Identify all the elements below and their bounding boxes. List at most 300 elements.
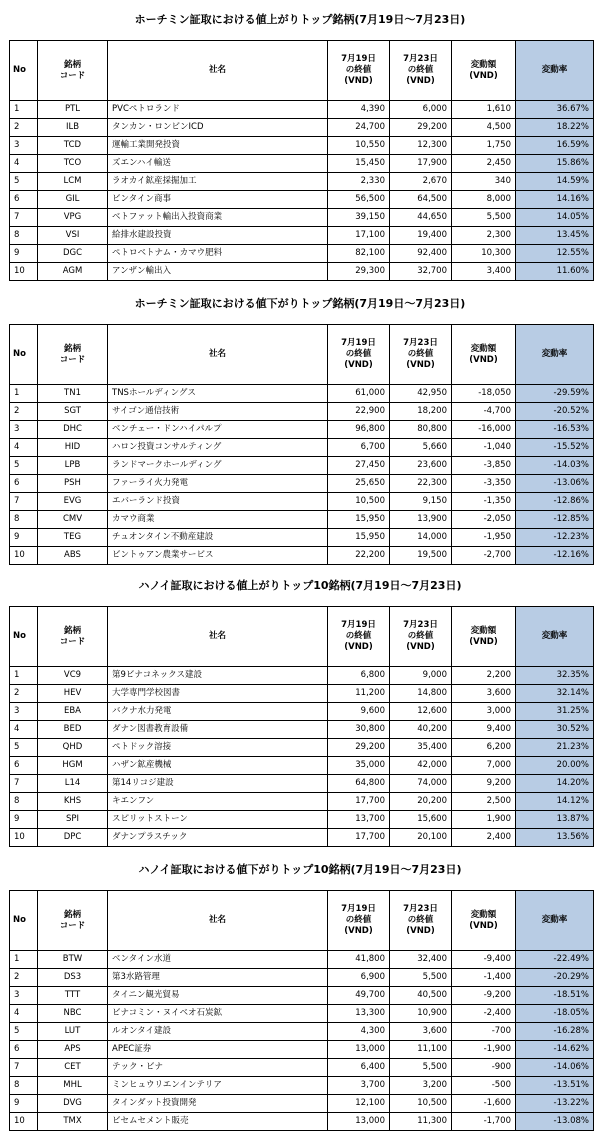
- cell-diff: -1,040: [452, 439, 516, 457]
- cell-rate: 31.25%: [516, 703, 594, 721]
- cell-no: 5: [10, 1023, 38, 1041]
- cell-diff: 5,500: [452, 209, 516, 227]
- column-header-name: 社名: [108, 41, 328, 101]
- cell-code: APS: [38, 1041, 108, 1059]
- cell-name: ベンタイン水道: [108, 951, 328, 969]
- column-header-curr: 7月23日 の終値 (VND): [390, 607, 452, 667]
- cell-diff: 3,400: [452, 263, 516, 281]
- cell-code: EVG: [38, 493, 108, 511]
- cell-name: ベンチェー・ドンハイパルプ: [108, 421, 328, 439]
- cell-rate: -18.05%: [516, 1005, 594, 1023]
- column-header-no: No: [10, 325, 38, 385]
- cell-diff: -1,950: [452, 529, 516, 547]
- cell-no: 8: [10, 511, 38, 529]
- table-row: [10, 1041, 594, 1059]
- cell-diff: -1,700: [452, 1113, 516, 1131]
- cell-curr: 42,950: [390, 385, 452, 403]
- cell-diff: -3,850: [452, 457, 516, 475]
- cell-rate: -12.85%: [516, 511, 594, 529]
- ranking-section: [0, 296, 600, 560]
- cell-name: 運輸工業開発投資: [108, 137, 328, 155]
- ranking-section: [0, 862, 600, 1126]
- cell-no: 3: [10, 703, 38, 721]
- cell-code: HGM: [38, 757, 108, 775]
- cell-name: チュオンタイン不動産建設: [108, 529, 328, 547]
- table-row: [10, 137, 594, 155]
- cell-rate: -14.03%: [516, 457, 594, 475]
- cell-curr: 40,200: [390, 721, 452, 739]
- cell-prev: 96,800: [328, 421, 390, 439]
- cell-code: DHC: [38, 421, 108, 439]
- cell-diff: 1,750: [452, 137, 516, 155]
- cell-code: TEG: [38, 529, 108, 547]
- cell-curr: 14,800: [390, 685, 452, 703]
- cell-name: キエンフン: [108, 793, 328, 811]
- table-row: [10, 685, 594, 703]
- cell-no: 8: [10, 1077, 38, 1095]
- cell-no: 10: [10, 263, 38, 281]
- cell-curr: 11,100: [390, 1041, 452, 1059]
- cell-name: 給排水建設投資: [108, 227, 328, 245]
- cell-no: 2: [10, 685, 38, 703]
- cell-prev: 25,650: [328, 475, 390, 493]
- cell-name: PVCペトロランド: [108, 101, 328, 119]
- cell-curr: 6,000: [390, 101, 452, 119]
- cell-rate: -13.51%: [516, 1077, 594, 1095]
- cell-no: 7: [10, 493, 38, 511]
- cell-curr: 20,100: [390, 829, 452, 847]
- cell-curr: 80,800: [390, 421, 452, 439]
- cell-rate: -22.49%: [516, 951, 594, 969]
- cell-name: ランドマークホールディング: [108, 457, 328, 475]
- cell-name: アンザン輸出入: [108, 263, 328, 281]
- cell-diff: 8,000: [452, 191, 516, 209]
- cell-prev: 15,950: [328, 529, 390, 547]
- cell-prev: 41,800: [328, 951, 390, 969]
- cell-code: TN1: [38, 385, 108, 403]
- cell-code: LUT: [38, 1023, 108, 1041]
- cell-name: ダナンプラスチック: [108, 829, 328, 847]
- cell-prev: 11,200: [328, 685, 390, 703]
- cell-code: LCM: [38, 173, 108, 191]
- cell-curr: 18,200: [390, 403, 452, 421]
- section-title: ホーチミン証取における値下がりトップ銘柄(7月19日～7月23日): [134, 297, 466, 310]
- cell-rate: -16.28%: [516, 1023, 594, 1041]
- cell-no: 2: [10, 403, 38, 421]
- cell-name: ベトファット輸出入投資商業: [108, 209, 328, 227]
- cell-curr: 11,300: [390, 1113, 452, 1131]
- cell-prev: 22,900: [328, 403, 390, 421]
- cell-name: エバーランド投資: [108, 493, 328, 511]
- table-row: [10, 703, 594, 721]
- cell-curr: 5,500: [390, 1059, 452, 1077]
- cell-rate: 30.52%: [516, 721, 594, 739]
- table-row: [10, 155, 594, 173]
- cell-rate: 21.23%: [516, 739, 594, 757]
- table-row: [10, 101, 594, 119]
- cell-prev: 6,800: [328, 667, 390, 685]
- cell-prev: 29,300: [328, 263, 390, 281]
- cell-prev: 9,600: [328, 703, 390, 721]
- cell-rate: 36.67%: [516, 101, 594, 119]
- column-header-diff: 変動額 (VND): [452, 325, 516, 385]
- cell-name: TNSホールディングス: [108, 385, 328, 403]
- cell-diff: -1,400: [452, 969, 516, 987]
- cell-curr: 12,300: [390, 137, 452, 155]
- table-row: [10, 263, 594, 281]
- cell-no: 1: [10, 951, 38, 969]
- cell-code: TCO: [38, 155, 108, 173]
- table-row: [10, 987, 594, 1005]
- cell-name: ビナコミン・ヌイベオ石炭鉱: [108, 1005, 328, 1023]
- cell-rate: -20.52%: [516, 403, 594, 421]
- cell-name: ビンタイン商事: [108, 191, 328, 209]
- cell-curr: 19,500: [390, 547, 452, 565]
- cell-prev: 24,700: [328, 119, 390, 137]
- cell-prev: 35,000: [328, 757, 390, 775]
- cell-name: カマウ商業: [108, 511, 328, 529]
- column-header-rate: 変動率: [516, 607, 594, 667]
- cell-code: VSI: [38, 227, 108, 245]
- cell-code: TMX: [38, 1113, 108, 1131]
- cell-rate: 18.22%: [516, 119, 594, 137]
- cell-name: ハロン投資コンサルティング: [108, 439, 328, 457]
- cell-diff: -700: [452, 1023, 516, 1041]
- cell-rate: -14.62%: [516, 1041, 594, 1059]
- cell-rate: -13.06%: [516, 475, 594, 493]
- table-row: [10, 1077, 594, 1095]
- cell-diff: 2,300: [452, 227, 516, 245]
- table-row: [10, 493, 594, 511]
- cell-no: 4: [10, 1005, 38, 1023]
- cell-diff: -500: [452, 1077, 516, 1095]
- cell-diff: -16,000: [452, 421, 516, 439]
- cell-name: ズエンハイ輸送: [108, 155, 328, 173]
- cell-code: VC9: [38, 667, 108, 685]
- column-header-prev: 7月19日 の終値 (VND): [328, 607, 390, 667]
- cell-curr: 32,700: [390, 263, 452, 281]
- cell-name: APEC証券: [108, 1041, 328, 1059]
- cell-code: HID: [38, 439, 108, 457]
- table-row: [10, 1113, 594, 1131]
- cell-name: テック・ビナ: [108, 1059, 328, 1077]
- table-row: [10, 811, 594, 829]
- cell-diff: -2,700: [452, 547, 516, 565]
- cell-prev: 6,400: [328, 1059, 390, 1077]
- cell-no: 1: [10, 101, 38, 119]
- cell-name: ダナン図書教育設備: [108, 721, 328, 739]
- section-title: ハノイ証取における値下がりトップ10銘柄(7月19日～7月23日): [138, 863, 462, 876]
- table-row: [10, 475, 594, 493]
- cell-rate: 13.45%: [516, 227, 594, 245]
- table-header-row: [10, 41, 594, 101]
- cell-no: 1: [10, 667, 38, 685]
- table-row: [10, 209, 594, 227]
- table-row: [10, 667, 594, 685]
- column-header-name: 社名: [108, 607, 328, 667]
- table-row: [10, 457, 594, 475]
- cell-name: ペトロベトナム・カマウ肥料: [108, 245, 328, 263]
- cell-rate: -13.22%: [516, 1095, 594, 1113]
- cell-rate: -13.08%: [516, 1113, 594, 1131]
- cell-curr: 13,900: [390, 511, 452, 529]
- cell-rate: 13.87%: [516, 811, 594, 829]
- cell-code: ABS: [38, 547, 108, 565]
- cell-code: PSH: [38, 475, 108, 493]
- column-header-prev: 7月19日 の終値 (VND): [328, 891, 390, 951]
- cell-name: 第9ビナコネックス建設: [108, 667, 328, 685]
- cell-rate: 32.14%: [516, 685, 594, 703]
- cell-diff: 9,400: [452, 721, 516, 739]
- cell-prev: 3,700: [328, 1077, 390, 1095]
- cell-name: バクナ水力発電: [108, 703, 328, 721]
- cell-diff: 4,500: [452, 119, 516, 137]
- cell-rate: 14.59%: [516, 173, 594, 191]
- cell-code: DVG: [38, 1095, 108, 1113]
- cell-rate: 15.86%: [516, 155, 594, 173]
- cell-prev: 22,200: [328, 547, 390, 565]
- table-row: [10, 969, 594, 987]
- table-row: [10, 421, 594, 439]
- table-header-row: [10, 607, 594, 667]
- column-header-curr: 7月23日 の終値 (VND): [390, 891, 452, 951]
- cell-no: 3: [10, 137, 38, 155]
- cell-no: 8: [10, 227, 38, 245]
- cell-no: 4: [10, 439, 38, 457]
- cell-diff: 3,600: [452, 685, 516, 703]
- column-header-no: No: [10, 607, 38, 667]
- column-header-name: 社名: [108, 891, 328, 951]
- cell-diff: 340: [452, 173, 516, 191]
- cell-no: 10: [10, 829, 38, 847]
- cell-diff: -900: [452, 1059, 516, 1077]
- cell-diff: 2,200: [452, 667, 516, 685]
- cell-prev: 6,700: [328, 439, 390, 457]
- cell-diff: -18,050: [452, 385, 516, 403]
- cell-prev: 13,000: [328, 1113, 390, 1131]
- column-header-curr: 7月23日 の終値 (VND): [390, 325, 452, 385]
- cell-curr: 64,500: [390, 191, 452, 209]
- cell-diff: -1,350: [452, 493, 516, 511]
- column-header-name: 社名: [108, 325, 328, 385]
- cell-code: HEV: [38, 685, 108, 703]
- cell-prev: 64,800: [328, 775, 390, 793]
- table-row: [10, 1005, 594, 1023]
- cell-name: ミンヒュウリエンインテリア: [108, 1077, 328, 1095]
- cell-no: 7: [10, 775, 38, 793]
- table-header-row: [10, 325, 594, 385]
- cell-code: ILB: [38, 119, 108, 137]
- cell-prev: 17,700: [328, 829, 390, 847]
- table-row: [10, 119, 594, 137]
- cell-curr: 32,400: [390, 951, 452, 969]
- cell-no: 6: [10, 191, 38, 209]
- table-row: [10, 829, 594, 847]
- table-row: [10, 191, 594, 209]
- column-header-diff: 変動額 (VND): [452, 41, 516, 101]
- cell-prev: 13,300: [328, 1005, 390, 1023]
- cell-diff: 2,400: [452, 829, 516, 847]
- cell-rate: -29.59%: [516, 385, 594, 403]
- table-row: [10, 793, 594, 811]
- cell-diff: 7,000: [452, 757, 516, 775]
- table-row: [10, 951, 594, 969]
- cell-no: 10: [10, 547, 38, 565]
- cell-rate: -20.29%: [516, 969, 594, 987]
- ranking-table: [9, 40, 594, 281]
- column-header-diff: 変動額 (VND): [452, 891, 516, 951]
- cell-name: ファーライ火力発電: [108, 475, 328, 493]
- cell-rate: -18.51%: [516, 987, 594, 1005]
- cell-curr: 35,400: [390, 739, 452, 757]
- table-row: [10, 245, 594, 263]
- table-row: [10, 529, 594, 547]
- cell-prev: 13,700: [328, 811, 390, 829]
- cell-rate: -16.53%: [516, 421, 594, 439]
- cell-no: 6: [10, 475, 38, 493]
- table-row: [10, 775, 594, 793]
- cell-prev: 15,950: [328, 511, 390, 529]
- cell-name: ラオカイ鉱産採掘加工: [108, 173, 328, 191]
- cell-name: 第14リコジ建設: [108, 775, 328, 793]
- cell-curr: 29,200: [390, 119, 452, 137]
- cell-code: SGT: [38, 403, 108, 421]
- cell-code: VPG: [38, 209, 108, 227]
- cell-rate: 12.55%: [516, 245, 594, 263]
- cell-diff: 2,450: [452, 155, 516, 173]
- cell-no: 9: [10, 811, 38, 829]
- cell-prev: 82,100: [328, 245, 390, 263]
- cell-curr: 9,150: [390, 493, 452, 511]
- cell-prev: 27,450: [328, 457, 390, 475]
- cell-rate: 20.00%: [516, 757, 594, 775]
- cell-no: 4: [10, 155, 38, 173]
- cell-name: ビセムセメント販売: [108, 1113, 328, 1131]
- cell-diff: 1,900: [452, 811, 516, 829]
- cell-code: DPC: [38, 829, 108, 847]
- cell-code: GIL: [38, 191, 108, 209]
- cell-rate: -14.06%: [516, 1059, 594, 1077]
- table-row: [10, 721, 594, 739]
- cell-curr: 10,500: [390, 1095, 452, 1113]
- cell-prev: 17,100: [328, 227, 390, 245]
- cell-code: QHD: [38, 739, 108, 757]
- cell-name: タイニン観光貿易: [108, 987, 328, 1005]
- ranking-section: [0, 578, 600, 842]
- table-row: [10, 757, 594, 775]
- cell-code: TCD: [38, 137, 108, 155]
- cell-prev: 10,550: [328, 137, 390, 155]
- table-row: [10, 173, 594, 191]
- cell-curr: 20,200: [390, 793, 452, 811]
- cell-curr: 15,600: [390, 811, 452, 829]
- cell-prev: 49,700: [328, 987, 390, 1005]
- table-row: [10, 385, 594, 403]
- cell-code: EBA: [38, 703, 108, 721]
- column-header-code: 銘柄 コード: [38, 325, 108, 385]
- cell-curr: 5,660: [390, 439, 452, 457]
- column-header-code: 銘柄 コード: [38, 41, 108, 101]
- column-header-prev: 7月19日 の終値 (VND): [328, 325, 390, 385]
- cell-prev: 4,390: [328, 101, 390, 119]
- cell-prev: 10,500: [328, 493, 390, 511]
- cell-rate: 14.05%: [516, 209, 594, 227]
- cell-curr: 3,600: [390, 1023, 452, 1041]
- cell-curr: 22,300: [390, 475, 452, 493]
- cell-no: 5: [10, 739, 38, 757]
- cell-no: 8: [10, 793, 38, 811]
- cell-diff: 1,610: [452, 101, 516, 119]
- cell-name: ビントゥアン農業サービス: [108, 547, 328, 565]
- cell-prev: 4,300: [328, 1023, 390, 1041]
- cell-diff: -2,050: [452, 511, 516, 529]
- cell-no: 2: [10, 969, 38, 987]
- cell-curr: 17,900: [390, 155, 452, 173]
- cell-rate: 32.35%: [516, 667, 594, 685]
- cell-code: AGM: [38, 263, 108, 281]
- cell-name: スピリットストーン: [108, 811, 328, 829]
- cell-curr: 42,000: [390, 757, 452, 775]
- cell-rate: 14.12%: [516, 793, 594, 811]
- section-title: ホーチミン証取における値上がりトップ銘柄(7月19日～7月23日): [134, 13, 466, 26]
- cell-curr: 14,000: [390, 529, 452, 547]
- cell-no: 2: [10, 119, 38, 137]
- cell-name: タインダット投資開発: [108, 1095, 328, 1113]
- cell-curr: 2,670: [390, 173, 452, 191]
- cell-diff: 9,200: [452, 775, 516, 793]
- cell-no: 1: [10, 385, 38, 403]
- ranking-table: [9, 324, 594, 565]
- cell-no: 7: [10, 209, 38, 227]
- cell-prev: 13,000: [328, 1041, 390, 1059]
- section-title: ハノイ証取における値上がりトップ10銘柄(7月19日～7月23日): [138, 579, 462, 592]
- column-header-diff: 変動額 (VND): [452, 607, 516, 667]
- cell-name: サイゴン通信技術: [108, 403, 328, 421]
- cell-curr: 92,400: [390, 245, 452, 263]
- cell-no: 9: [10, 529, 38, 547]
- cell-no: 7: [10, 1059, 38, 1077]
- cell-diff: -1,900: [452, 1041, 516, 1059]
- cell-no: 4: [10, 721, 38, 739]
- cell-code: MHL: [38, 1077, 108, 1095]
- cell-no: 6: [10, 1041, 38, 1059]
- cell-code: SPI: [38, 811, 108, 829]
- cell-code: BED: [38, 721, 108, 739]
- cell-name: タンカン・ロンビンICD: [108, 119, 328, 137]
- table-header-row: [10, 891, 594, 951]
- cell-curr: 5,500: [390, 969, 452, 987]
- column-header-curr: 7月23日 の終値 (VND): [390, 41, 452, 101]
- cell-diff: 6,200: [452, 739, 516, 757]
- cell-curr: 23,600: [390, 457, 452, 475]
- cell-prev: 15,450: [328, 155, 390, 173]
- cell-rate: -12.23%: [516, 529, 594, 547]
- cell-no: 9: [10, 245, 38, 263]
- cell-diff: -3,350: [452, 475, 516, 493]
- cell-diff: -9,400: [452, 951, 516, 969]
- table-row: [10, 1095, 594, 1113]
- cell-name: ハザン鉱産機械: [108, 757, 328, 775]
- cell-rate: -12.16%: [516, 547, 594, 565]
- cell-diff: 10,300: [452, 245, 516, 263]
- cell-curr: 19,400: [390, 227, 452, 245]
- cell-name: 大学専門学校図書: [108, 685, 328, 703]
- cell-prev: 56,500: [328, 191, 390, 209]
- cell-curr: 3,200: [390, 1077, 452, 1095]
- cell-code: DGC: [38, 245, 108, 263]
- cell-curr: 9,000: [390, 667, 452, 685]
- cell-diff: 3,000: [452, 703, 516, 721]
